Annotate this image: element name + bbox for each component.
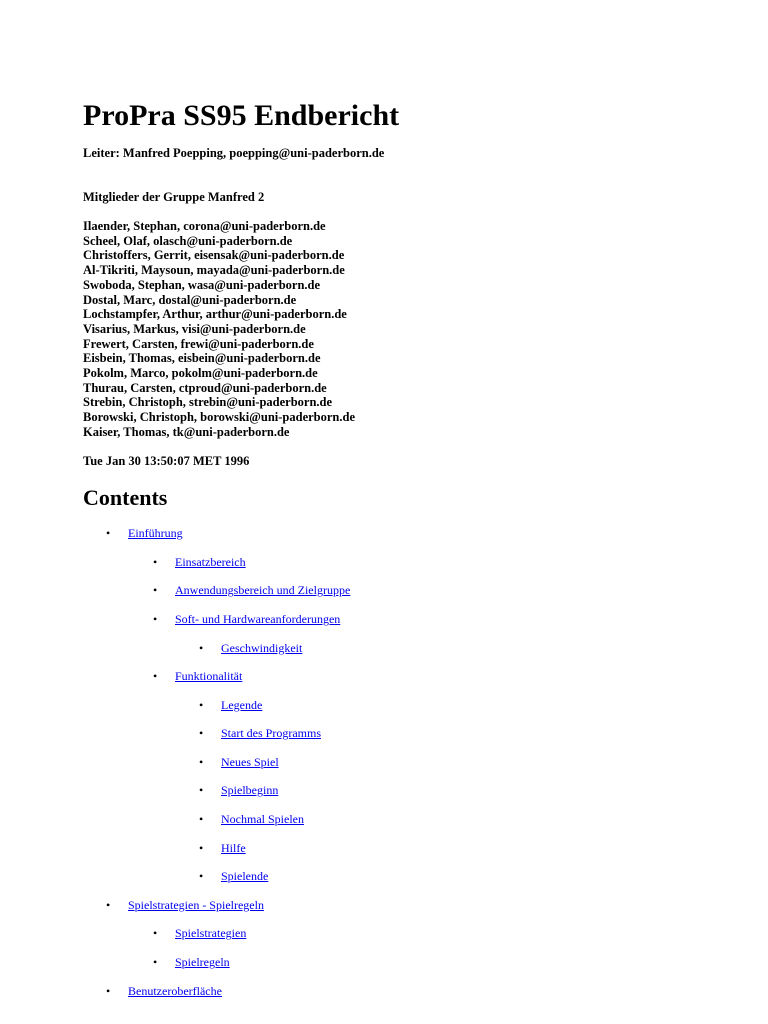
- toc-link-nochmal-spielen[interactable]: Nochmal Spielen: [221, 812, 304, 827]
- toc-item-soft-und-hardwareanforderungen: [153, 611, 743, 627]
- toc-link-benutzeroberflaeche[interactable]: Benutzeroberfläche: [128, 983, 222, 998]
- toc-link-einfuehrung[interactable]: Einführung: [128, 526, 183, 541]
- toc-link-start-des-programms[interactable]: Start des Programms: [221, 726, 321, 741]
- bullet-icon: •: [153, 611, 158, 626]
- toc-link-legende[interactable]: Legende: [221, 697, 263, 712]
- bullet-icon: •: [199, 812, 204, 827]
- toc-link-einsatzbereich[interactable]: Einsatzbereich: [175, 554, 246, 569]
- toc-link-neues-spiel[interactable]: Neues Spiel: [221, 754, 279, 769]
- group-title: Mitglieder der Gruppe Manfred 2: [83, 190, 265, 204]
- bullet-icon: •: [106, 983, 111, 998]
- member-line: Thurau, Carsten, ctproud@uni-paderborn.de: [83, 380, 327, 395]
- bullet-icon: •: [153, 955, 158, 970]
- toc-link-geschwindigkeit[interactable]: Geschwindigkeit: [221, 640, 303, 655]
- toc-item-spielregeln: [153, 955, 743, 970]
- toc-item-hilfe: [199, 840, 743, 856]
- toc-list-level-1: [106, 526, 743, 999]
- toc-item-nochmal-spielen: [199, 812, 743, 827]
- member-line: Pokolm, Marco, pokolm@uni-paderborn.de: [83, 366, 318, 381]
- toc-item-anwendungsbereich-und-zielgruppe: [153, 583, 743, 598]
- toc-item-neues-spiel: [199, 754, 743, 770]
- document-page: [83, 96, 743, 999]
- bullet-icon: •: [199, 754, 204, 769]
- toc-item-funktionalitaet: [153, 669, 743, 684]
- toc-list-level-3: [199, 640, 743, 656]
- member-line: Swoboda, Stephan, wasa@uni-paderborn.de: [83, 277, 321, 292]
- toc-item-spielstrategien: [153, 926, 743, 941]
- toc-link-spielende[interactable]: Spielende: [221, 869, 269, 884]
- toc-item-einsatzbereich: [153, 554, 743, 570]
- document-date: Tue Jan 30 13:50:07 MET 1996: [83, 453, 250, 468]
- toc-link-spielregeln[interactable]: Spielregeln: [175, 955, 230, 970]
- toc-link-soft-und-hardwareanforderungen[interactable]: Soft- und Hardwareanforderungen: [175, 611, 341, 626]
- toc-link-funktionalitaet[interactable]: Funktionalität: [175, 669, 243, 684]
- member-line: Borowski, Christoph, borowski@uni-paderborn.de: [83, 410, 355, 425]
- toc-list-level-3: [199, 697, 743, 885]
- toc-sublist-wrapper: [175, 641, 743, 656]
- contents-heading: Contents: [83, 484, 168, 510]
- member-line: Kaiser, Thomas, tk@uni-paderborn.de: [83, 424, 290, 439]
- bullet-icon: •: [199, 869, 204, 884]
- bullet-icon: •: [106, 526, 111, 541]
- member-line: Dostal, Marc, dostal@uni-paderborn.de: [83, 292, 297, 307]
- toc-link-spielstrategien[interactable]: Spielstrategien: [175, 926, 247, 941]
- toc-link-spielbeginn[interactable]: Spielbeginn: [221, 783, 279, 798]
- toc-sublist-wrapper: [128, 926, 743, 970]
- bullet-icon: •: [199, 840, 204, 855]
- member-line: Strebin, Christoph, strebin@uni-paderborn.de: [83, 395, 333, 410]
- bullet-icon: •: [153, 583, 158, 598]
- bullet-icon: •: [106, 897, 111, 912]
- page-title: ProPra SS95 Endbericht: [83, 99, 400, 132]
- bullet-icon: •: [153, 669, 158, 684]
- bullet-icon: •: [153, 554, 158, 569]
- member-line: Scheel, Olaf, olasch@uni-paderborn.de: [83, 233, 293, 248]
- toc-list-level-2: [153, 554, 743, 885]
- table-of-contents: [83, 526, 743, 999]
- toc-item-spielende: [199, 869, 743, 884]
- toc-link-anwendungsbereich-und-zielgruppe[interactable]: Anwendungsbereich und Zielgruppe: [175, 583, 351, 598]
- toc-sublist-wrapper: [128, 555, 743, 885]
- toc-item-einfuehrung: [106, 526, 743, 541]
- member-line: Lochstampfer, Arthur, arthur@uni-paderborn.de: [83, 307, 347, 322]
- toc-list-level-2: [153, 926, 743, 970]
- bullet-icon: •: [153, 926, 158, 941]
- toc-item-spielbeginn: [199, 783, 743, 798]
- toc-link-hilfe[interactable]: Hilfe: [221, 840, 246, 855]
- toc-link-spielstrategien-spielregeln[interactable]: Spielstrategien - Spielregeln: [128, 897, 264, 912]
- member-line: Frewert, Carsten, frewi@uni-paderborn.de: [83, 336, 314, 351]
- toc-item-geschwindigkeit: [199, 640, 743, 656]
- toc-sublist-wrapper: [175, 698, 743, 885]
- member-list: [83, 219, 743, 440]
- bullet-icon: •: [199, 697, 204, 712]
- member-line: Visarius, Markus, visi@uni-paderborn.de: [83, 321, 306, 336]
- member-line: Christoffers, Gerrit, eisensak@uni-paderborn.de: [83, 248, 345, 263]
- toc-item-legende: [199, 697, 743, 713]
- member-line: Al-Tikriti, Maysoun, mayada@uni-paderborn.de: [83, 263, 345, 278]
- bullet-icon: •: [199, 726, 204, 741]
- toc-item-benutzeroberflaeche: [106, 983, 743, 999]
- member-line: Eisbein, Thomas, eisbein@uni-paderborn.de: [83, 351, 321, 366]
- bullet-icon: •: [199, 640, 204, 655]
- member-line: Ilaender, Stephan, corona@uni-paderborn.de: [83, 219, 326, 233]
- leiter-line: Leiter: Manfred Poepping, poepping@uni-paderborn.de: [83, 146, 385, 160]
- toc-item-spielstrategien-spielregeln: [106, 897, 743, 913]
- toc-item-start-des-programms: [199, 726, 743, 741]
- bullet-icon: •: [199, 783, 204, 798]
